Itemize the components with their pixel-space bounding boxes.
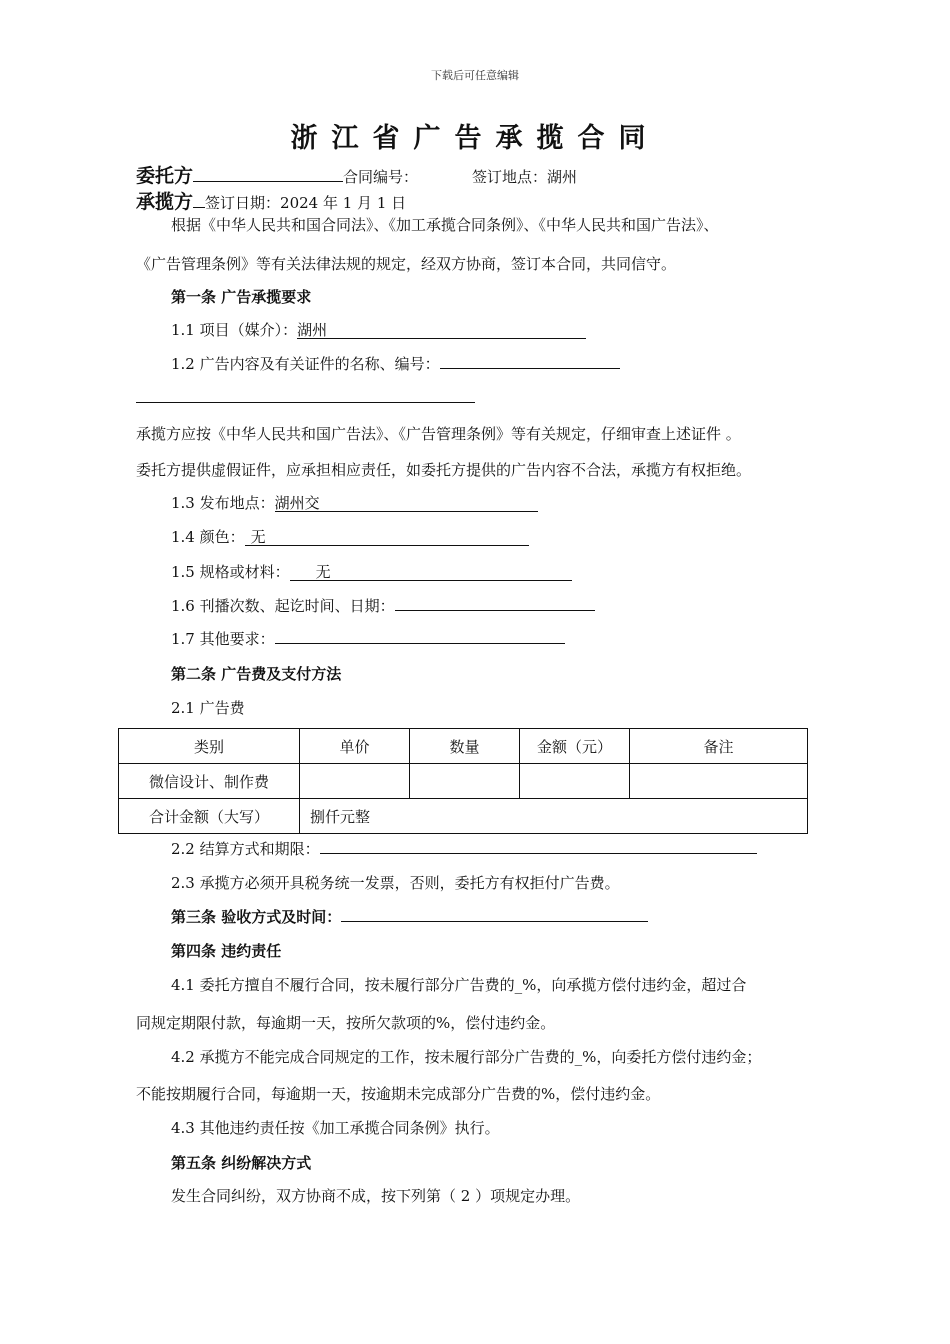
preamble-line1: 根据《中华人民共和国合同法》、《加工承揽合同条例》、《中华人民共和国广告法》、 [171, 216, 719, 234]
item-1-2-blank-line2 [136, 402, 475, 403]
item-2-1: 2.1 广告费 [171, 699, 245, 717]
item-1-2-label: 1.2 广告内容及有关证件的名称、编号： [171, 355, 440, 373]
item-2-2-blank [320, 852, 757, 854]
fee-header-amount: 金额（元） [520, 729, 630, 764]
fee-row1-quantity [410, 764, 520, 799]
item-4-3: 4.3 其他违约责任按《加工承揽合同条例》执行。 [171, 1119, 500, 1137]
item-2-3: 2.3 承揽方必须开具税务统一发票，否则，委托方有权拒付广告费。 [171, 874, 620, 892]
item-1-4 [171, 526, 529, 547]
item-1-6-blank [395, 609, 595, 611]
item-1-2 [171, 353, 620, 374]
fee-table [118, 728, 808, 834]
item-4-2-line1: 4.2 承揽方不能完成合同规定的工作，按未履行部分广告费的_%，向委托方偿付违约金； [171, 1048, 762, 1066]
item-1-7-blank [275, 642, 565, 644]
item-1-6-label: 1.6 刊播次数、起讫时间、日期： [171, 597, 395, 615]
sign-place-value: 湖州 [547, 168, 578, 186]
item-1-5-label: 1.5 规格或材料： [171, 563, 290, 581]
item-1-2-blank [440, 367, 620, 369]
article2-heading: 第二条 广告费及支付方法 [171, 665, 342, 683]
article1-para-line2: 委托方提供虚假证件，应承担相应责任，如委托方提供的广告内容不合法，承揽方有权拒绝。 [136, 461, 752, 479]
article1-para-line1: 承揽方应按《中华人民共和国广告法》、《广告管理条例》等有关规定，仔细审查上述证件 。 [136, 425, 741, 443]
fee-header-quantity: 数量 [410, 729, 520, 764]
fee-row1-amount [520, 764, 630, 799]
article5-heading: 第五条 纠纷解决方式 [171, 1154, 312, 1172]
header-note: 下载后可任意编辑 [431, 69, 519, 82]
item-1-3-label: 1.3 发布地点： [171, 494, 275, 512]
item-1-3 [171, 492, 538, 513]
fee-total-row [119, 799, 808, 834]
item-2-2 [171, 838, 757, 859]
item-1-7 [171, 628, 565, 649]
item-1-6 [171, 595, 595, 616]
fee-total-value: 捌仟元整 [300, 799, 808, 834]
table-row [119, 764, 808, 799]
item-1-5-value: 无 [290, 564, 572, 581]
fee-row1-remarks [630, 764, 808, 799]
item-1-4-label: 1.4 颜色： [171, 528, 245, 546]
article1-heading: 第一条 广告承揽要求 [171, 288, 312, 306]
client-row [136, 161, 577, 188]
fee-header-remarks: 备注 [630, 729, 808, 764]
article3-heading: 第三条 验收方式及时间： [171, 908, 342, 926]
item-1-1-label: 1.1 项目（媒介）： [171, 321, 298, 339]
item-4-1-line1: 4.1 委托方擅自不履行合同，按未履行部分广告费的_%，向承揽方偿付违约金，超过合 [171, 976, 747, 994]
sign-date-value: 2024 年 1 月 1 日 [280, 194, 407, 212]
document-title: 浙江省广告承揽合同 [290, 123, 660, 154]
client-label: 委托方 [136, 165, 194, 187]
item-1-3-value: 湖州交 [275, 495, 538, 512]
item-2-2-label: 2.2 结算方式和期限： [171, 840, 320, 858]
preamble-line2: 《广告管理条例》等有关法律法规的规定，经双方协商，签订本合同，共同信守。 [136, 255, 677, 273]
item-1-1-value: 湖州 [297, 322, 586, 339]
article3-row [171, 906, 648, 927]
fee-header-category: 类别 [119, 729, 300, 764]
item-1-1 [171, 319, 586, 340]
item-4-1-line2: 同规定期限付款，每逾期一天，按所欠款项的%，偿付违约金。 [136, 1014, 556, 1032]
article3-blank [341, 920, 648, 922]
item-4-2-line2: 不能按期履行合同，每逾期一天，按逾期未完成部分广告费的%，偿付违约金。 [136, 1085, 661, 1103]
fee-total-label: 合计金额（大写） [119, 799, 300, 834]
contractor-blank [193, 206, 205, 208]
article4-heading: 第四条 违约责任 [171, 942, 282, 960]
contract-no-label: 合同编号： [343, 168, 419, 186]
item-1-5 [171, 561, 572, 582]
contractor-row [136, 187, 406, 214]
fee-row1-category: 微信设计、制作费 [119, 764, 300, 799]
sign-date-label: 签订日期： [205, 194, 281, 212]
fee-header-unit-price: 单价 [300, 729, 410, 764]
item-1-4-value: 无 [245, 529, 529, 546]
contractor-label: 承揽方 [136, 191, 194, 213]
article5-text: 发生合同纠纷，双方协商不成，按下列第（ 2 ）项规定办理。 [171, 1187, 581, 1205]
sign-place-label: 签订地点： [472, 168, 548, 186]
client-blank [193, 180, 343, 182]
item-1-7-label: 1.7 其他要求： [171, 630, 275, 648]
fee-table-header-row [119, 729, 808, 764]
fee-row1-unit-price [300, 764, 410, 799]
